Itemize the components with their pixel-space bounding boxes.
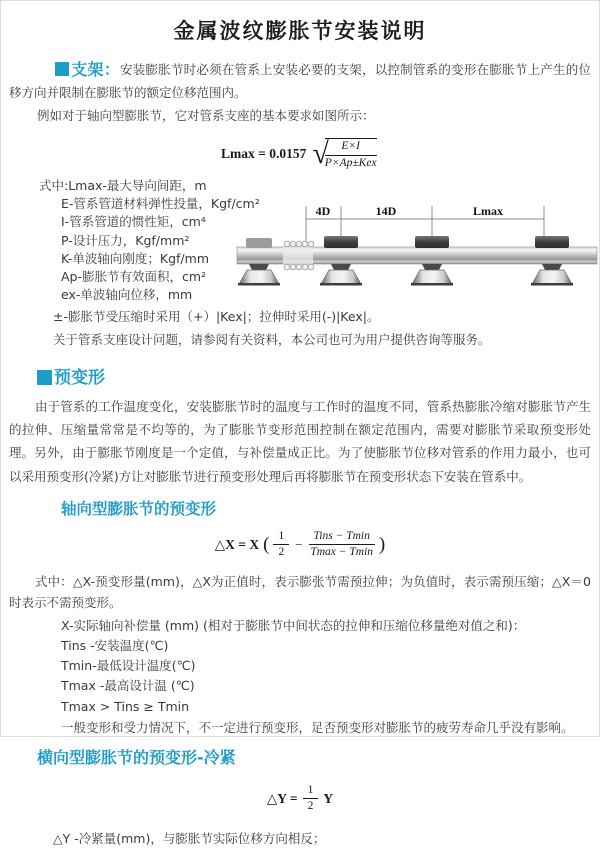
variables-and-diagram xyxy=(9,177,591,304)
dim-label-14d: 14D xyxy=(375,204,397,218)
formula-lmax-numerator: E×I xyxy=(325,140,377,155)
section-marker-icon xyxy=(37,370,52,385)
formula-delta-x xyxy=(9,528,591,562)
axial-variable-list xyxy=(61,616,591,717)
pipe-support-diagram xyxy=(229,197,600,301)
support-section-heading: 支架： xyxy=(71,60,120,79)
formula-dx-lhs: △X = X xyxy=(214,536,260,552)
plus-minus-note: ±-膨胀节受压缩时采用（+）|Kex|；拉伸时采用(-)|Kex|。 xyxy=(53,309,380,324)
formula-dy-fraction xyxy=(303,784,319,813)
formula-delta-y xyxy=(9,782,591,816)
support-section-lead xyxy=(9,58,591,104)
bellows-coil xyxy=(283,241,314,270)
variable-line: I-管系管道的惯性矩，cm⁴ xyxy=(61,214,206,230)
minus-sign: − xyxy=(295,536,303,552)
formula-dy-lhs: △Y = xyxy=(266,790,298,806)
temp-numerator: Tins − Tmin xyxy=(309,530,375,545)
formula-lmax-lhs: Lmax = 0.0157 xyxy=(221,146,307,161)
axial-note: 一般变形和受力情况下，不一定进行预变形，足否预变形对膨胀节的疲劳寿命几乎没有影响。 xyxy=(61,719,574,735)
document-page xyxy=(1,1,599,849)
preform-body-text: 由于管系的工作温度变化，安装膨胀节时的温度与工作时的温度不同，管系热膨胀冷缩对膨胀节产生的拉伸、压缩量常常是不均等的，为了膨胀节变形范围控制在额定范围内，需要对膨胀节采取预变形处理。另外，由于膨胀节刚度是一个定值，与补偿量成正比。为了使膨胀节位移对管系的作用力最小，也可以采用预变形(冷紧)方让对膨胀节进行预变形处理后再将膨胀节在预变形状态下安装在管系中。 xyxy=(9,399,591,484)
half-numerator: 1 xyxy=(273,530,289,545)
preform-heading-text: 预变形 xyxy=(54,368,105,388)
preform-section-heading xyxy=(37,363,591,388)
dy-numerator: 1 xyxy=(303,784,319,799)
half-denominator: 2 xyxy=(278,546,285,559)
formula-dx-half-fraction xyxy=(273,530,289,559)
consult-note: 关于管系支座设计问题，请参阅有关资料，本公司也可为用户提供咨询等服务。 xyxy=(53,332,491,347)
axial-item: X-实际轴向补偿量 (mm) (相对于膨胀节中间状态的拉伸和压缩位移量绝对值之和)： xyxy=(61,617,526,633)
axial-item: Tmax > Tins ≥ Tmin xyxy=(61,698,190,714)
sqrt-radical-icon: √ xyxy=(312,137,329,170)
axial-formula-desc: 式中：△X-预变形量(mm)，△X为正值时，表示膨张节需预拉伸；为负值时，表示需预压缩；△X＝0时表示不需预变形。 xyxy=(9,573,591,610)
section-marker-icon xyxy=(55,62,69,76)
support-intro-text: 安装膨胀节时必须在管系上安装必要的支架，以控制管系的变形在膨胀节上产生的位移方向并限制在膨胀节的额定位移范围内。 xyxy=(9,62,591,100)
lateral-preform-heading: 横向型膨胀节的预变形-冷紧 xyxy=(37,747,236,767)
open-paren: ( xyxy=(263,533,270,555)
axial-item: Tmax -最高设计温 (℃) xyxy=(61,678,195,694)
dim-label-lmax: Lmax xyxy=(473,204,503,218)
dim-label-4d: 4D xyxy=(315,204,331,218)
page-title: 金属波纹膨胀节安装说明 xyxy=(173,19,427,43)
formula-lmax xyxy=(221,134,591,174)
variable-line: P-设计压力，Kgf/mm² xyxy=(61,232,190,248)
dy-denominator: 2 xyxy=(307,800,314,813)
variable-line: E-管系管道材料弹性投量，Kgf/cm² xyxy=(61,196,260,212)
temp-denominator: Tmax − Tmin xyxy=(310,546,374,559)
variable-intro-line: 式中:Lmax-最大导向间距，m xyxy=(39,178,207,193)
axial-item: Tmin-最低设计温度(℃) xyxy=(61,658,196,674)
axial-item: Tins -安装温度(℃) xyxy=(61,638,169,654)
support-example-text: 例如对于轴向型膨胀节，它对管系支座的基本要求如图所示： xyxy=(37,108,375,123)
close-paren: ) xyxy=(378,533,386,555)
lateral-formula-desc: △Y -冷紧量(mm)，与膨胀节实际位移方向相反； xyxy=(53,830,326,846)
variable-line: Ap-膨胀节有效面积，cm² xyxy=(61,269,207,285)
formula-dy-rhs: Y xyxy=(323,790,334,806)
formula-dx-temp-fraction xyxy=(309,530,375,559)
variable-line: ex-单波轴向位移，mm xyxy=(61,287,193,303)
formula-lmax-radicand xyxy=(325,138,377,169)
pipe-support-diagram-svg xyxy=(229,197,600,301)
variable-line: K-单波轴向刚度；Kgf/mm xyxy=(61,250,209,266)
formula-lmax-denominator: P×Ap±Kex xyxy=(324,156,377,169)
axial-preform-heading: 轴向型膨胀节的预变形 xyxy=(61,499,217,518)
formula-lmax-fraction xyxy=(325,140,377,169)
